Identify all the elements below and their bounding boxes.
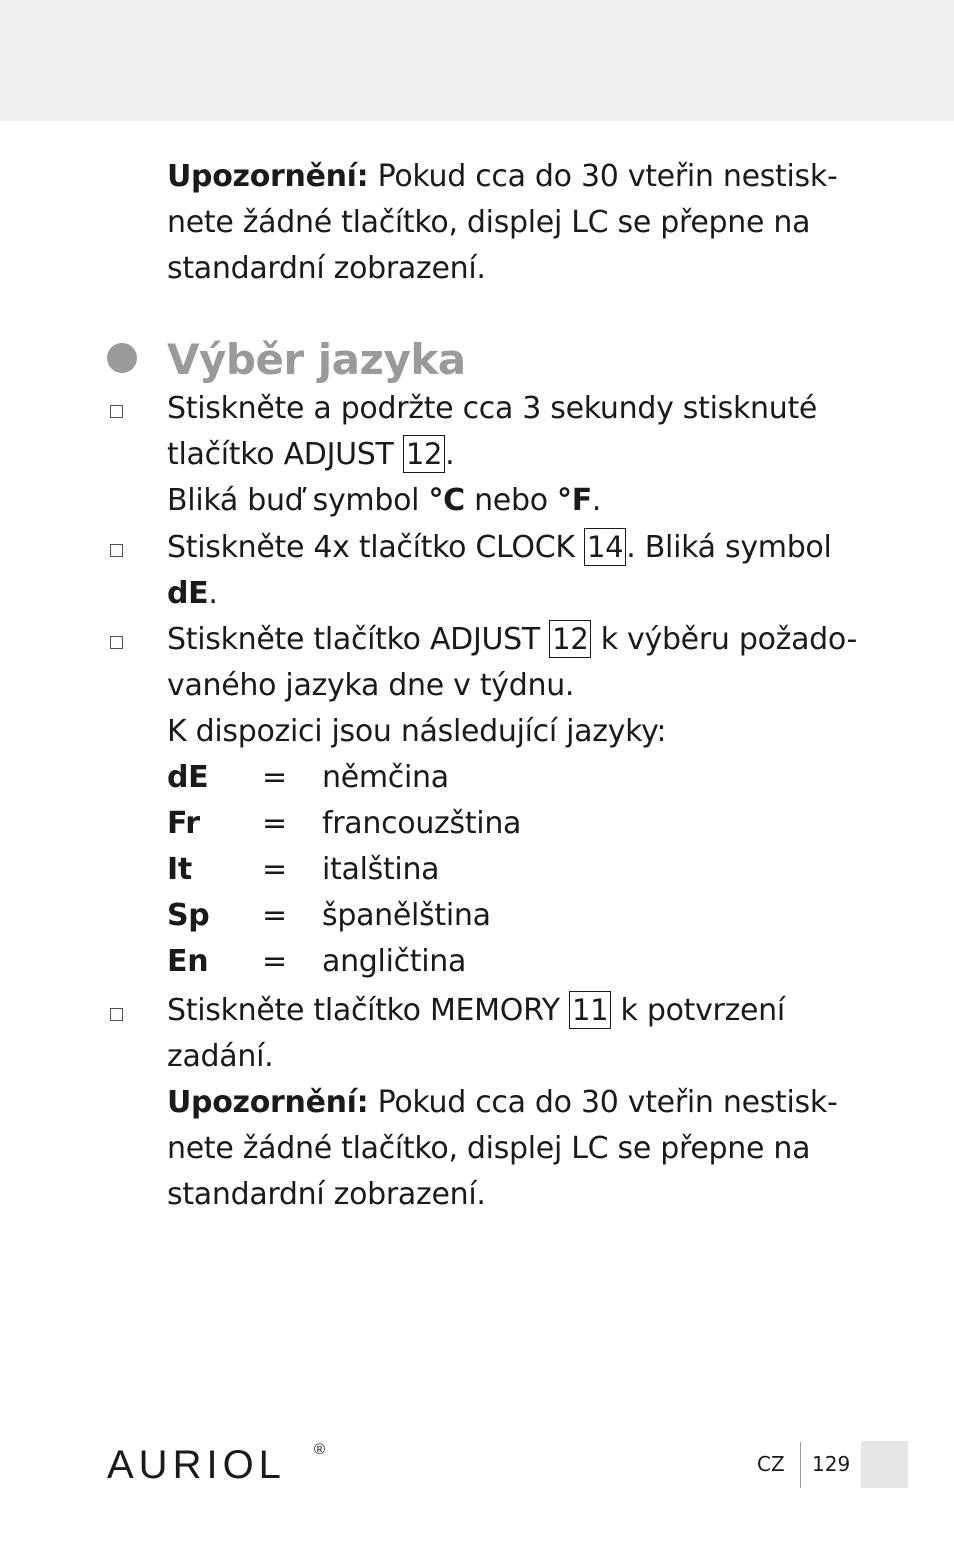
language-row: Sp = španělština	[167, 898, 491, 933]
bullet-dot-icon	[107, 343, 137, 373]
key-ref-12: 12	[549, 620, 591, 658]
auriol-logo	[107, 1434, 337, 1494]
svg-text:AURIOL: AURIOL	[107, 1443, 286, 1487]
svg-text:®: ®	[314, 1441, 326, 1458]
language-row: dE = němčina	[167, 760, 449, 795]
footer-divider	[800, 1442, 801, 1488]
step-3: Stiskněte tlačítko ADJUST 12 k výběru požado- vaného jazyka dne v týdnu. K dispozici jsou následující jazyky: dE = němčina Fr = francouzština It = italština Sp = španělština En = angličtina	[167, 617, 867, 985]
header-band	[0, 0, 954, 121]
key-ref-14: 14	[584, 528, 626, 566]
section-title: Výběr jazyka	[167, 335, 466, 384]
language-list	[167, 755, 867, 985]
checkbox-square-icon	[110, 544, 123, 557]
note-top: Upozornění: Pokud cca do 30 vteřin nestisk- nete žádné tlačítko, displej LC se přepne na standardní zobrazení.	[167, 159, 838, 286]
page-tab	[861, 1441, 908, 1488]
checkbox-square-icon	[110, 405, 123, 418]
symbol-fahrenheit: °F	[557, 483, 592, 518]
language-row: En = angličtina	[167, 944, 467, 979]
key-ref-11: 11	[569, 991, 611, 1029]
step-1: Stiskněte a podržte cca 3 sekundy stisknuté tlačítko ADJUST 12 . Bliká buď symbol °C nebo °F.	[167, 391, 818, 518]
symbol-celsius: °C	[428, 483, 465, 518]
step-2: Stiskněte 4x tlačítko CLOCK 14 . Bliká symbol dE.	[167, 530, 832, 611]
step-4: Stiskněte tlačítko MEMORY 11 k potvrzení zadání. Upozornění: Pokud cca do 30 vteřin nestisk- nete žádné tlačítko, displej LC se přepne na standardní zobrazení.	[167, 993, 838, 1212]
footer-language: CZ	[757, 1452, 785, 1476]
checkbox-square-icon	[110, 1008, 123, 1021]
checkbox-square-icon	[110, 636, 123, 649]
key-ref-12: 12	[403, 435, 445, 473]
language-row: It = italština	[167, 852, 440, 887]
note-label: Upozornění:	[167, 159, 369, 194]
page-number: 129	[812, 1452, 851, 1476]
note-label: Upozornění:	[167, 1085, 369, 1120]
language-row: Fr = francouzština	[167, 806, 522, 841]
